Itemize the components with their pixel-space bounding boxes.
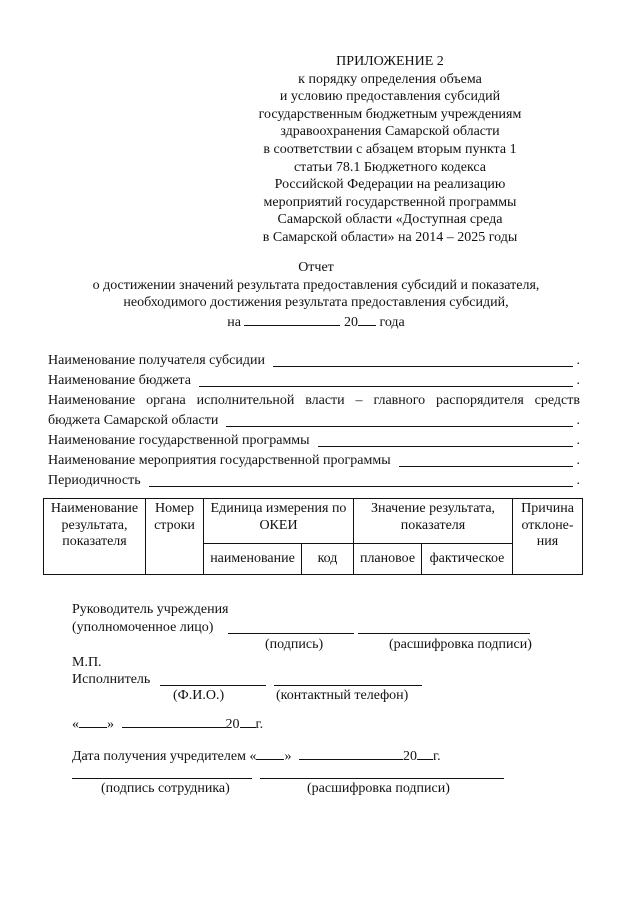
report-title: Отчет	[298, 260, 334, 275]
received-year: 20	[402, 749, 417, 764]
date-day-blank[interactable]	[79, 714, 107, 728]
appendix-line: в соответствии с абзацем вторым пункта 1	[263, 141, 517, 157]
col-header-name: Наименование результата, показателя	[44, 499, 146, 575]
field-budget	[48, 372, 580, 390]
field-end: .	[576, 353, 580, 368]
field-program	[48, 432, 580, 450]
employee-decoding-caption: (расшифровка подписи)	[307, 781, 450, 796]
field-end: .	[576, 413, 580, 428]
employee-signature-caption: (подпись сотрудника)	[101, 781, 230, 796]
appendix-title: ПРИЛОЖЕНИЕ 2	[336, 54, 444, 69]
signature-caption: (подпись)	[265, 637, 324, 652]
col-header-actual: фактическое	[422, 544, 513, 575]
sign-date	[72, 714, 263, 733]
field-blank[interactable]	[273, 365, 573, 367]
field-end: .	[576, 473, 580, 488]
report-subtitle-line: о достижении значений результата предоставления субсидий и показателя,	[92, 277, 540, 293]
field-blank[interactable]	[226, 425, 572, 427]
head-decoding-blank[interactable]	[358, 632, 530, 634]
field-label: Периодичность	[48, 473, 141, 488]
field-label: Наименование бюджета	[48, 373, 191, 388]
report-date-suffix: года	[379, 314, 405, 330]
field-end: .	[576, 433, 580, 448]
report-heading	[0, 259, 632, 331]
date-month-blank[interactable]	[122, 714, 226, 728]
col-header-unit-code: код	[302, 544, 354, 575]
executor-fio-blank[interactable]	[160, 684, 266, 686]
report-table	[43, 498, 583, 575]
appendix-line: статьи 78.1 Бюджетного кодекса	[293, 159, 487, 175]
appendix-header	[220, 53, 560, 247]
col-header-unit-name: наименование	[204, 544, 302, 575]
date-year-blank[interactable]	[240, 714, 256, 728]
phone-caption: (контактный телефон)	[276, 688, 409, 703]
head-signature-blank[interactable]	[228, 632, 354, 634]
received-label: Дата получения учредителем «	[72, 749, 257, 764]
appendix-line: и условию предоставления субсидий	[279, 89, 501, 105]
executor-label: Исполнитель	[72, 672, 151, 687]
received-suffix: г.	[432, 749, 441, 764]
field-blank[interactable]	[199, 385, 573, 387]
field-end: .	[576, 453, 580, 468]
col-header-reason: Причина отклоне-ния	[513, 499, 583, 575]
col-header-planned: плановое	[354, 544, 422, 575]
head-label-line2: (уполномоченное лицо)	[72, 620, 214, 635]
executor-phone-blank[interactable]	[274, 684, 422, 686]
field-label: Наименование государственной программы	[48, 433, 310, 448]
report-date-line	[0, 312, 632, 332]
appendix-line: к порядку определения объема	[298, 71, 482, 87]
appendix-line: государственным бюджетным учреждениям	[258, 106, 522, 122]
employee-signature-blank[interactable]	[72, 777, 252, 779]
appendix-line: Российской Федерации на реализацию	[274, 177, 506, 193]
received-date	[72, 746, 441, 765]
date-suffix: г.	[255, 717, 264, 732]
col-header-row-number: Номер строки	[146, 499, 204, 575]
field-blank[interactable]	[399, 465, 573, 467]
stamp-label: М.П.	[72, 655, 102, 670]
date-open-quote: «	[72, 717, 79, 732]
field-blank[interactable]	[149, 485, 573, 487]
received-year-blank[interactable]	[417, 746, 433, 760]
col-header-value: Значение результата, показателя	[354, 499, 513, 544]
field-end: .	[576, 373, 580, 388]
appendix-line: в Самарской области» на 2014 – 2025 годы	[262, 229, 518, 245]
field-label: Наименование получателя субсидии	[48, 353, 265, 368]
received-close-quote: »	[284, 749, 292, 764]
col-header-unit: Единица измерения по ОКЕИ	[204, 499, 354, 544]
field-periodicity	[48, 472, 580, 490]
report-subtitle-line: необходимого достижения результата предоставления субсидий,	[123, 295, 509, 310]
field-event	[48, 452, 580, 470]
received-day-blank[interactable]	[256, 746, 284, 760]
field-label: бюджета Самарской области	[48, 413, 219, 428]
appendix-line: здравоохранения Самарской области	[280, 124, 500, 140]
report-date-blank[interactable]	[244, 312, 340, 326]
fio-caption: (Ф.И.О.)	[173, 688, 225, 703]
decoding-caption: (расшифровка подписи)	[389, 637, 532, 652]
field-blank[interactable]	[318, 445, 573, 447]
report-date-prefix: на	[227, 314, 241, 330]
head-label-line1: Руководитель учреждения	[72, 602, 229, 617]
field-label: Наименование мероприятия государственной программы	[48, 453, 391, 468]
report-date-year: 20	[343, 314, 358, 330]
date-year: 20	[225, 717, 240, 732]
employee-decoding-blank[interactable]	[260, 777, 504, 779]
field-authority-label: Наименование органа исполнительной власти – главного распорядителя средств	[48, 393, 580, 408]
date-close-quote: »	[107, 717, 114, 732]
field-authority	[48, 412, 580, 430]
report-year-blank[interactable]	[358, 312, 376, 326]
appendix-line: мероприятий государственной программы	[263, 194, 517, 210]
received-month-blank[interactable]	[299, 746, 403, 760]
appendix-line: Самарской области «Доступная среда	[277, 212, 503, 228]
field-recipient	[48, 352, 580, 370]
